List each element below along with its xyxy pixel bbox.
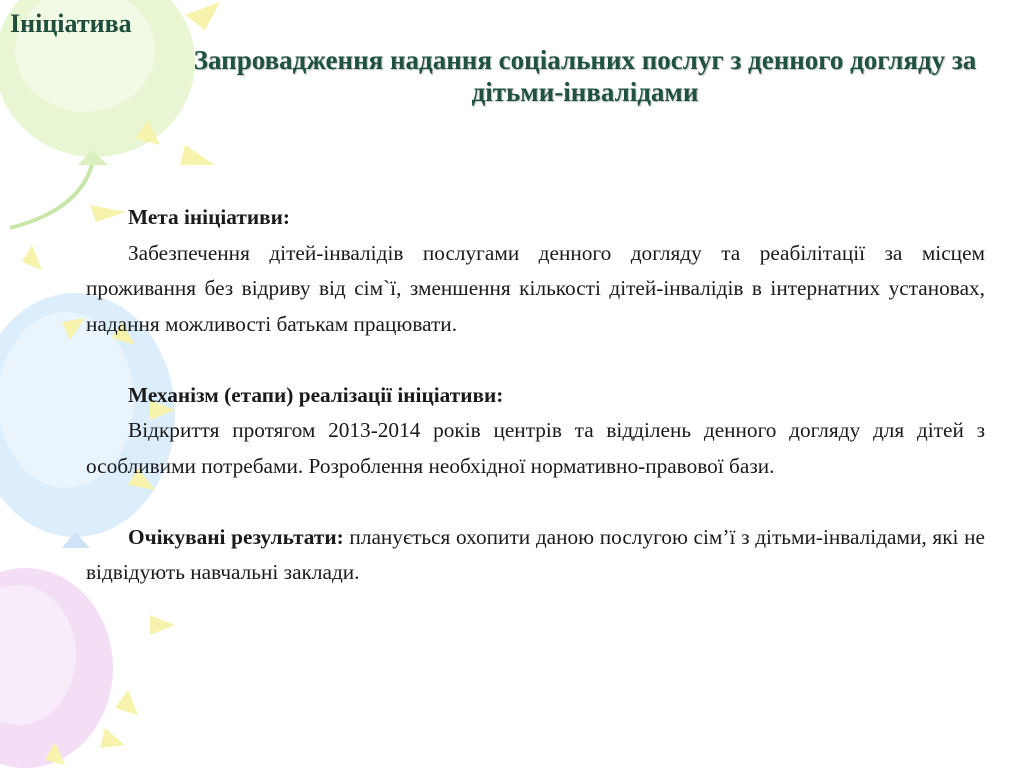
page-title: Запровадження надання соціальних послуг з денного догляду за дітьми-інвалідами	[193, 45, 977, 107]
slide-body	[86, 200, 985, 591]
paragraph-gap	[86, 484, 985, 520]
mechanism-text: Відкриття протягом 2013-2014 років центрів та відділень денного догляду для дітей з особливими потребами. Розроблення необхідної нормативно-правової бази.	[86, 418, 985, 478]
results-heading: Очікувані результати:	[128, 524, 344, 549]
paragraph-gap	[86, 342, 985, 378]
mechanism-heading-paragraph	[86, 378, 985, 414]
slide-label: Ініціатива	[10, 9, 132, 38]
goal-heading: Мета ініціативи:	[128, 205, 290, 229]
mechanism-heading: Механізм (етапи) реалізації ініціативи:	[128, 382, 504, 407]
goal-text: Забезпечення дітей-інвалідів послугами денного догляду та реабілітації за місцем проживання без відриву від сім`ї, зменшення кількості дітей-інвалідів в інтернатних установах, надання можливості батькам працювати.	[86, 240, 985, 336]
results-paragraph	[86, 520, 985, 591]
goal-heading-paragraph	[86, 200, 985, 236]
results-text: планується охопити даною послугою сім’ї з дітьми-інвалідами, які не відвідують навчальні заклади.	[86, 524, 985, 584]
